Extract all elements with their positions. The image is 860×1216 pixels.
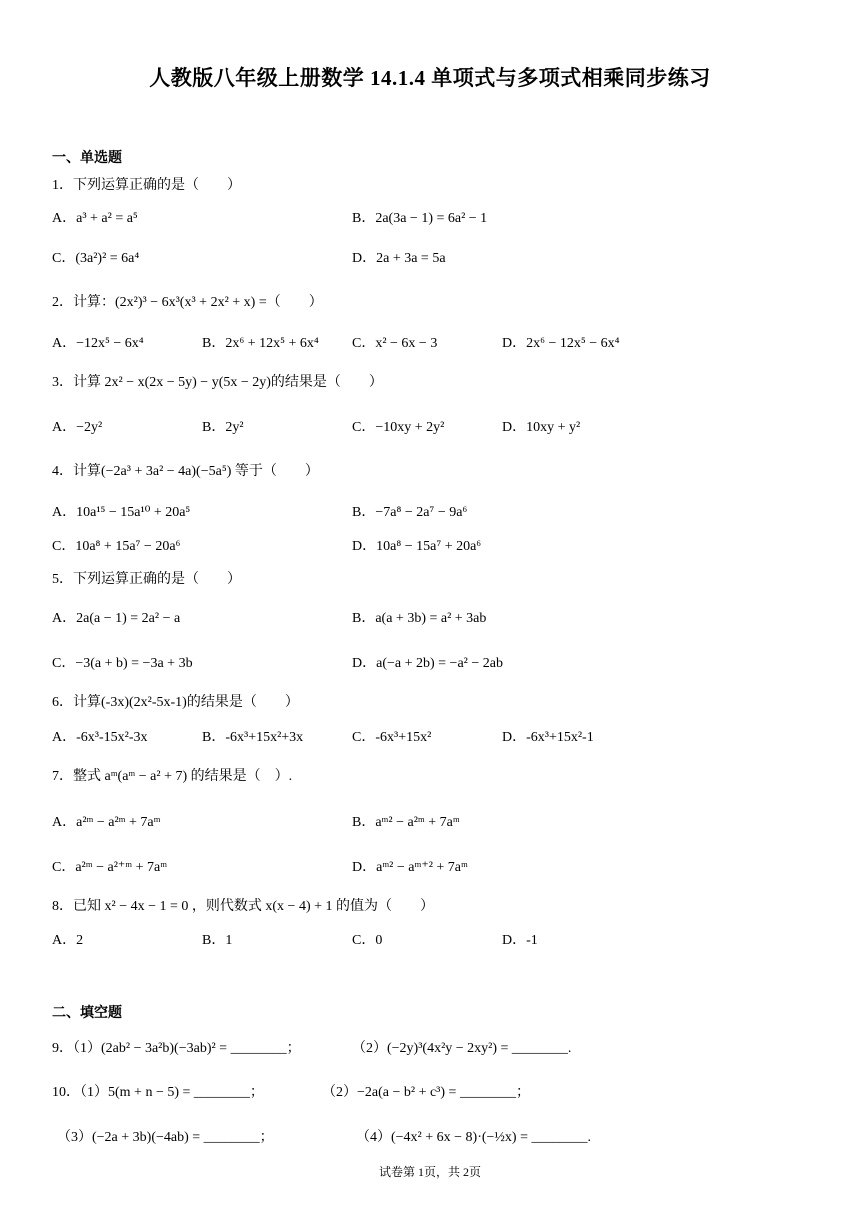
question-7-option-c: C．a²ᵐ − a²⁺ᵐ + 7aᵐ bbox=[52, 860, 168, 875]
question-5-option-b: B．a(a + 3b) = a² + 3ab bbox=[352, 611, 487, 626]
question-1-option-d: D．2a + 3a = 5a bbox=[352, 251, 446, 266]
question-10-part-3: （3）(−2a + 3b)(−4ab) = ________； bbox=[57, 1130, 274, 1145]
question-6-stem: 6．计算(-3x)(2x²-5x-1)的结果是（ ） bbox=[52, 695, 299, 710]
question-1-stem: 1．下列运算正确的是（ ） bbox=[52, 178, 241, 193]
question-3-option-d: D．10xy + y² bbox=[502, 420, 581, 435]
question-7-stem: 7．整式 aᵐ(aᵐ − a² + 7) 的结果是（ ）. bbox=[52, 769, 293, 784]
question-8-option-b: B．1 bbox=[202, 933, 233, 948]
question-1-option-a: A．a³ + a² = a⁵ bbox=[52, 211, 138, 226]
question-4-option-d: D．10a⁸ − 15a⁷ + 20a⁶ bbox=[352, 539, 482, 554]
question-8-option-a: A．2 bbox=[52, 933, 84, 948]
question-4-stem: 4．计算(−2a³ + 3a² − 4a)(−5a⁵) 等于（ ） bbox=[52, 464, 319, 479]
question-8-option-d: D．-1 bbox=[502, 933, 538, 948]
question-10-part-1: 10．（1）5(m + n − 5) = ________； bbox=[52, 1085, 264, 1100]
question-6-option-d: D．-6x³+15x²-1 bbox=[502, 730, 594, 745]
question-7-option-d: D．aᵐ² − aᵐ⁺² + 7aᵐ bbox=[352, 860, 468, 875]
question-4-option-a: A．10a¹⁵ − 15a¹⁰ + 20a⁵ bbox=[52, 505, 191, 520]
question-1-option-c: C．(3a²)² = 6a⁴ bbox=[52, 251, 140, 266]
question-3-option-b: B．2y² bbox=[202, 420, 244, 435]
question-2-option-b: B．2x⁶ + 12x⁵ + 6x⁴ bbox=[202, 336, 319, 351]
question-8-stem: 8．已知 x² − 4x − 1 = 0 ，则代数式 x(x − 4) + 1 的值为（ ） bbox=[52, 899, 434, 914]
question-3-option-c: C．−10xy + 2y² bbox=[352, 420, 445, 435]
question-9-part-2: （2）(−2y)³(4x²y − 2xy²) = ________. bbox=[352, 1041, 572, 1056]
page-title: 人教版八年级上册数学 14.1.4 单项式与多项式相乘同步练习 bbox=[149, 66, 711, 90]
question-3-stem: 3．计算 2x² − x(2x − 5y) − y(5x − 2y)的结果是（ ） bbox=[52, 375, 383, 390]
question-2-option-d: D．2x⁶ − 12x⁵ − 6x⁴ bbox=[502, 336, 620, 351]
question-7-option-b: B．aᵐ² − a²ᵐ + 7aᵐ bbox=[352, 815, 460, 830]
question-2-stem: 2．计算：(2x²)³ − 6x³(x³ + 2x² + x) =（ ） bbox=[52, 295, 323, 310]
question-10-part-2: （2）−2a(a − b² + c³) = ________； bbox=[322, 1085, 530, 1100]
question-8-option-c: C．0 bbox=[352, 933, 383, 948]
question-2-option-c: C．x² − 6x − 3 bbox=[352, 336, 438, 351]
question-9-part-1: 9．（1）(2ab² − 3a²b)(−3ab)² = ________； bbox=[52, 1041, 301, 1056]
question-5-stem: 5．下列运算正确的是（ ） bbox=[52, 572, 241, 587]
question-4-option-c: C．10a⁸ + 15a⁷ − 20a⁶ bbox=[52, 539, 181, 554]
question-5-option-d: D．a(−a + 2b) = −a² − 2ab bbox=[352, 656, 503, 671]
question-5-option-c: C．−3(a + b) = −3a + 3b bbox=[52, 656, 193, 671]
question-4-option-b: B．−7a⁸ − 2a⁷ − 9a⁶ bbox=[352, 505, 468, 520]
page-footer: 试卷第 1页，共 2页 bbox=[378, 1165, 481, 1179]
question-2-option-a: A．−12x⁵ − 6x⁴ bbox=[52, 336, 144, 351]
section-heading-fill-blank: 二、填空题 bbox=[52, 1006, 122, 1021]
question-3-option-a: A．−2y² bbox=[52, 420, 103, 435]
question-7-option-a: A．a²ᵐ − a²ᵐ + 7aᵐ bbox=[52, 815, 161, 830]
question-6-option-c: C．-6x³+15x² bbox=[352, 730, 432, 745]
section-heading-single-choice: 一、单选题 bbox=[52, 151, 122, 166]
question-6-option-a: A．-6x³-15x²-3x bbox=[52, 730, 148, 745]
question-5-option-a: A．2a(a − 1) = 2a² − a bbox=[52, 611, 181, 626]
question-10-part-4: （4）(−4x² + 6x − 8)·(−½x) = ________. bbox=[356, 1130, 591, 1145]
question-1-option-b: B．2a(3a − 1) = 6a² − 1 bbox=[352, 211, 488, 226]
question-6-option-b: B．-6x³+15x²+3x bbox=[202, 730, 304, 745]
